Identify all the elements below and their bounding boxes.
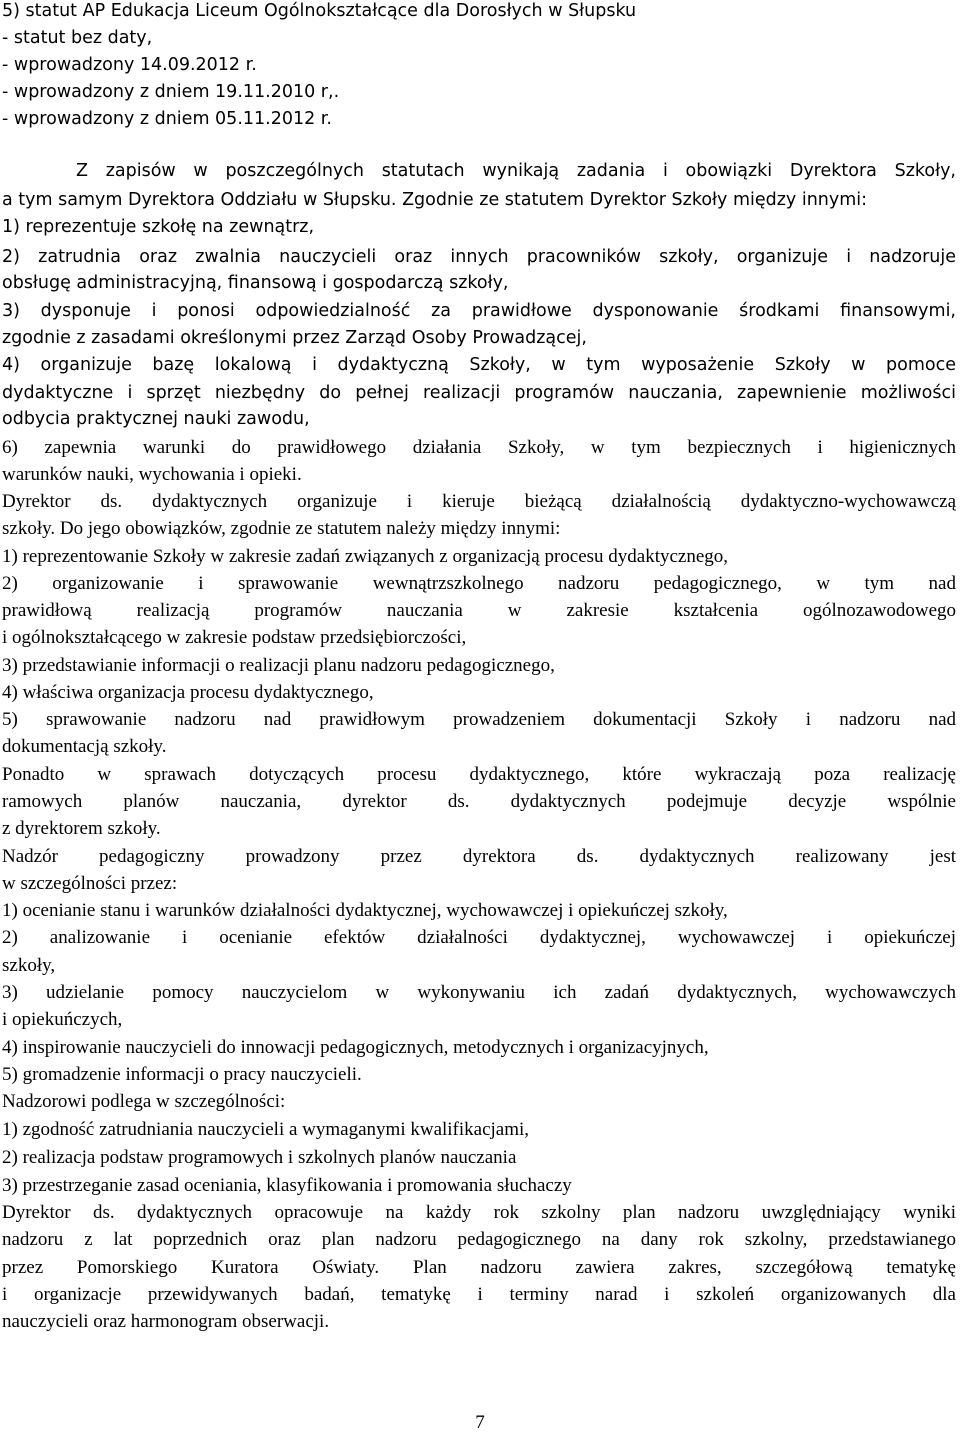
text-line: Z zapisów w poszczególnych statutach wynikają zadania i obowiązki Dyrektora Szkoły, (76, 161, 956, 181)
text-line: - statut bez daty, (2, 28, 153, 48)
text-line: ramowych planów nauczania, dyrektor ds. dydaktycznych podejmuje decyzje wspólnie (2, 791, 956, 812)
text-line: i ogólnokształcącego w zakresie podstaw przedsiębiorczości, (2, 627, 467, 648)
text-line: z dyrektorem szkoły. (2, 818, 161, 839)
text-line: 5) sprawowanie nadzoru nad prawidłowym prowadzeniem dokumentacji Szkoły i nadzoru nad (2, 709, 956, 730)
text-line: odbycia praktycznej nauki zawodu, (2, 409, 310, 429)
text-line: 5) statut AP Edukacja Liceum Ogólnokształcące dla Dorosłych w Słupsku (2, 1, 637, 21)
text-line: 4) organizuje bazę lokalową i dydaktyczną Szkoły, w tym wyposażenie Szkoły w pomoce (2, 355, 956, 375)
text-line: w szczególności przez: (2, 873, 178, 894)
text-line (2, 187, 956, 214)
text-line: 3) dysponuje i ponosi odpowiedzialność za prawidłowe dysponowanie środkami finansowymi, (2, 301, 956, 321)
text-line (2, 515, 956, 542)
page-number: 7 (475, 1412, 485, 1433)
text-line: 2) analizowanie i ocenianie efektów działalności dydaktycznej, wychowawczej i opiekuńczej (2, 927, 956, 948)
text-line: 4) inspirowanie nauczycieli do innowacji pedagogicznych, metodycznych i organizacyjnych, (2, 1037, 709, 1058)
text-line: i opiekuńczych, (2, 1009, 123, 1030)
text-run: Do jego obowiązków, zgodnie ze statutem należy między innymi: (59, 518, 561, 539)
text-run: szkoły. (2, 518, 56, 539)
text-line: Ponadto w sprawach dotyczących procesu dydaktycznego, które wykraczają poza realizację (2, 764, 956, 785)
text-line: - wprowadzony z dniem 05.11.2012 r. (2, 109, 332, 129)
text-line: i organizacje przewidywanych badań, tematykę i terminy narad i szkoleń organizowanych dla (2, 1284, 956, 1305)
text-line: 6) zapewnia warunki do prawidłowego działania Szkoły, w tym bezpiecznych i higienicznych (2, 437, 956, 458)
text-line: 2) realizacja podstaw programowych i szkolnych planów nauczania (2, 1147, 517, 1168)
text-line: nadzoru z lat poprzednich oraz plan nadzoru pedagogicznego na dany rok szkolny, przedstawianego (2, 1229, 956, 1250)
text-line: 2) zatrudnia oraz zwalnia nauczycieli oraz innych pracowników szkoły, organizuje i nadzoruje (2, 247, 956, 267)
text-line: 1) reprezentowanie Szkoły w zakresie zadań związanych z organizacją procesu dydaktycznego, (2, 546, 729, 567)
text-line: szkoły, (2, 955, 56, 976)
text-line: Nadzór pedagogiczny prowadzony przez dyrektora ds. dydaktycznych realizowany jest (2, 846, 956, 867)
text-line: - wprowadzony 14.09.2012 r. (2, 55, 257, 75)
text-line: warunków nauki, wychowania i opieki. (2, 464, 302, 485)
text-line: Dyrektor ds. dydaktycznych organizuje i kieruje bieżącą działalnością dydaktyczno-wychowawczą (2, 491, 956, 512)
text-line: dydaktyczne i sprzęt niezbędny do pełnej realizacji programów nauczania, zapewnienie możliwości (2, 383, 956, 403)
text-line: 1) reprezentuje szkołę na zewnątrz, (2, 217, 315, 237)
text-line: 5) gromadzenie informacji o pracy nauczycieli. (2, 1064, 362, 1085)
text-line: Nadzorowi podlega w szczególności: (2, 1091, 286, 1112)
text-line: nauczycieli oraz harmonogram obserwacji. (2, 1311, 330, 1332)
text-line: prawidłową realizacją programów nauczania w zakresie kształcenia ogólnozawodowego (2, 600, 956, 621)
text-line: 3) udzielanie pomocy nauczycielom w wykonywaniu ich zadań dydaktycznych, wychowawczych (2, 982, 956, 1003)
text-line: 4) właściwa organizacja procesu dydaktycznego, (2, 682, 374, 703)
text-line: 1) zgodność zatrudniania nauczycieli a wymaganymi kwalifikacjami, (2, 1119, 530, 1140)
text-line: 2) organizowanie i sprawowanie wewnątrzszkolnego nadzoru pedagogicznego, w tym nad (2, 573, 956, 594)
text-line: zgodnie z zasadami określonymi przez Zarząd Osoby Prowadzącej, (2, 328, 587, 348)
text-line: 3) przestrzeganie zasad oceniania, klasyfikowania i promowania słuchaczy (2, 1175, 572, 1196)
text-line: dokumentacją szkoły. (2, 736, 167, 757)
text-line: przez Pomorskiego Kuratora Oświaty. Plan nadzoru zawiera zakres, szczegółową tematykę (2, 1257, 956, 1278)
text-line: 3) przedstawianie informacji o realizacji planu nadzoru pedagogicznego, (2, 655, 555, 676)
text-line: 1) ocenianie stanu i warunków działalności dydaktycznej, wychowawczej i opiekuńczej szkoły, (2, 900, 728, 921)
text-run: a tym samym Dyrektora Oddziału w Słupsku. (2, 190, 397, 210)
text-line: - wprowadzony z dniem 19.11.2010 r,. (2, 82, 340, 102)
text-run: Zgodnie ze statutem Dyrektor Szkoły między innymi: (402, 190, 868, 210)
text-line: Dyrektor ds. dydaktycznych opracowuje na każdy rok szkolny plan nadzoru uwzględniający wyniki (2, 1202, 956, 1223)
text-line: obsługę administracyjną, finansową i gospodarczą szkoły, (2, 273, 509, 293)
